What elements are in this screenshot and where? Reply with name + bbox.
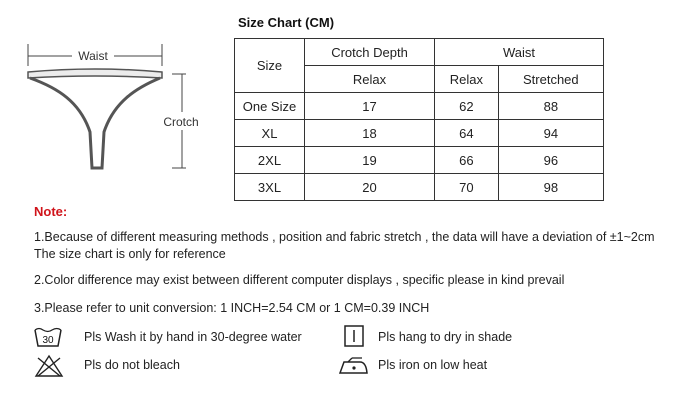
header-crotch-relax: Relax [305, 66, 435, 93]
note-label: Note: [34, 204, 68, 219]
cell-waist-stretched: 94 [498, 120, 603, 147]
header-row [235, 39, 604, 66]
header-waist-relax: Relax [435, 66, 499, 93]
cell-waist-relax: 66 [435, 147, 499, 174]
cell-waist-stretched: 98 [498, 174, 603, 201]
table-row [235, 93, 604, 120]
note-line-1b: The size chart is only for reference [34, 247, 226, 261]
cell-size: One Size [235, 93, 305, 120]
cell-waist-stretched: 96 [498, 147, 603, 174]
header-size: Size [235, 39, 305, 93]
cell-size: 2XL [235, 147, 305, 174]
waist-label: Waist [78, 49, 108, 63]
cell-crotch: 20 [305, 174, 435, 201]
cell-size: XL [235, 120, 305, 147]
note-line-2: 2.Color difference may exist between different computer displays , specific please in kind prevail [34, 273, 565, 287]
care-bleach-text: Pls do not bleach [84, 358, 180, 372]
header-waist-stretched: Stretched [498, 66, 603, 93]
low-iron-icon [338, 356, 370, 376]
size-table [234, 38, 604, 201]
cell-waist-relax: 70 [435, 174, 499, 201]
waist-dimension [28, 44, 162, 66]
note-line-3: 3.Please refer to unit conversion: 1 INCH=2.54 CM or 1 CM=0.39 INCH [34, 301, 430, 315]
care-iron-text: Pls iron on low heat [378, 358, 488, 372]
cell-crotch: 17 [305, 93, 435, 120]
garment-diagram [18, 40, 218, 180]
hang-dry-icon [344, 325, 364, 347]
crotch-dimension [163, 74, 198, 168]
wash-temp: 30 [42, 335, 54, 346]
care-wash-text: Pls Wash it by hand in 30-degree water [84, 330, 302, 344]
cell-crotch: 18 [305, 120, 435, 147]
no-bleach-icon [34, 354, 64, 378]
table-row [235, 174, 604, 201]
header-crotch-depth: Crotch Depth [305, 39, 435, 66]
cell-size: 3XL [235, 174, 305, 201]
garment-outline [28, 69, 162, 168]
cell-waist-relax: 64 [435, 120, 499, 147]
cell-waist-stretched: 88 [498, 93, 603, 120]
table-row [235, 147, 604, 174]
care-hang-text: Pls hang to dry in shade [378, 330, 513, 344]
header-waist: Waist [435, 39, 604, 66]
chart-title: Size Chart (CM) [238, 15, 335, 30]
hand-wash-icon [34, 326, 62, 348]
crotch-label: Crotch [163, 115, 199, 129]
note-line-1: 1.Because of different measuring methods , position and fabric stretch , the data will have a deviation of ±1~2cm [34, 230, 655, 244]
table-row [235, 120, 604, 147]
cell-waist-relax: 62 [435, 93, 499, 120]
cell-crotch: 19 [305, 147, 435, 174]
